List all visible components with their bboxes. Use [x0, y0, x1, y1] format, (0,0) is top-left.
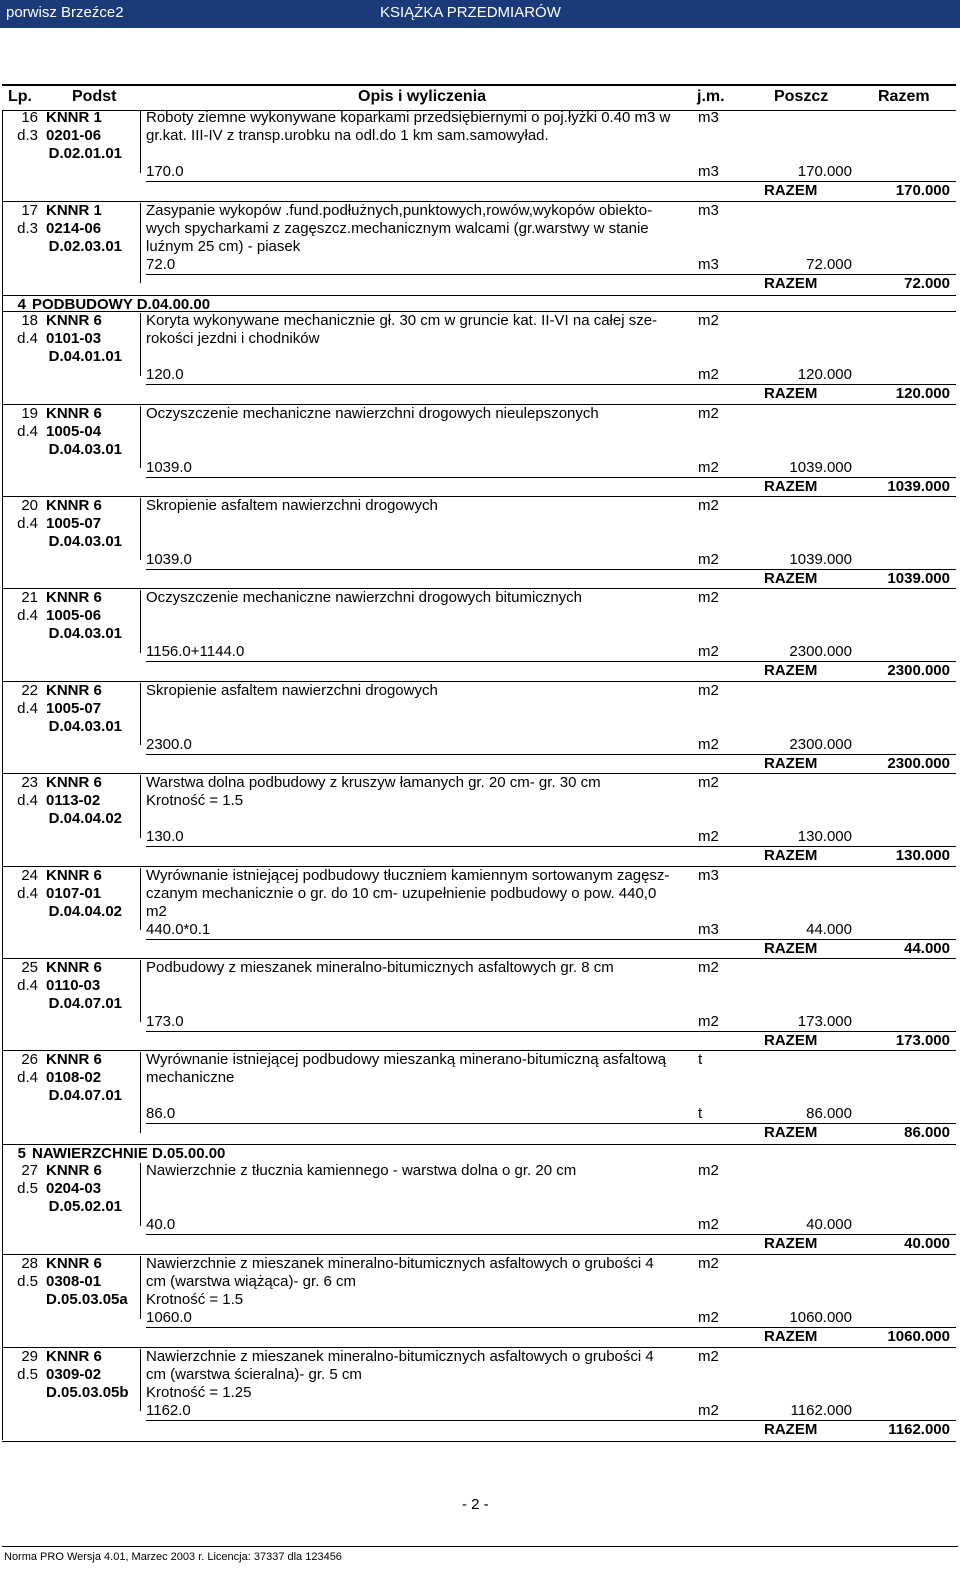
item-calc-unit: m3 — [698, 921, 719, 938]
item-catalog: KNNR 6 — [46, 1162, 102, 1179]
item-calc-unit: m2 — [698, 1402, 719, 1419]
item-calculation: 1162.0 — [146, 1402, 191, 1419]
item-calc-unit: m2 — [698, 1216, 719, 1233]
item-number: 25 — [21, 959, 38, 976]
item-razem: 72.000 — [904, 275, 950, 292]
item-catalog: KNNR 6 — [46, 682, 102, 699]
item-number: 22 — [21, 682, 38, 699]
calc-underline — [146, 477, 956, 478]
razem-label: RAZEM — [764, 847, 818, 864]
item-description: luźnym 25 cm) - piasek — [146, 238, 301, 255]
item-spec: D.05.02.01 — [48, 1198, 122, 1215]
item-code: 0201-06 — [46, 127, 102, 144]
title-bar — [0, 0, 960, 28]
item-unit: m2 — [698, 589, 719, 606]
item-code: 0108-02 — [46, 1069, 102, 1086]
item-description: mechaniczne — [146, 1069, 235, 1086]
item-razem: 1162.000 — [888, 1421, 950, 1438]
item-calculation: 86.0 — [146, 1105, 176, 1122]
item-calculation: 173.0 — [146, 1013, 184, 1030]
item-spec: D.04.03.01 — [48, 625, 122, 642]
item-spec: D.04.03.01 — [48, 441, 122, 458]
item-calculation: 1039.0 — [146, 459, 192, 476]
item-description: rokości jezdni i chodników — [146, 330, 320, 347]
item-unit: m2 — [698, 1348, 719, 1365]
item-spec: D.04.07.01 — [48, 1087, 122, 1104]
item-poszcz: 173.000 — [797, 1013, 852, 1030]
item-calculation: 2300.0 — [146, 736, 192, 753]
item-poszcz: 44.000 — [806, 921, 852, 938]
item-department: d.4 — [17, 515, 38, 532]
item-spec: D.02.01.01 — [48, 145, 122, 162]
calc-underline — [146, 1123, 956, 1124]
calc-underline — [146, 939, 956, 940]
calc-underline — [146, 754, 956, 755]
item-unit: m2 — [698, 405, 719, 422]
calc-underline — [146, 1327, 956, 1328]
header-opis: Opis i wyliczenia — [358, 88, 487, 105]
section-title: NAWIERZCHNIE D.05.00.00 — [32, 1145, 226, 1162]
calc-underline — [146, 661, 956, 662]
item-poszcz: 120.000 — [797, 366, 852, 383]
column-separator — [140, 868, 141, 930]
document-title: KSIĄŻKA PRZEDMIARÓW — [380, 4, 561, 21]
item-razem: 1039.000 — [887, 570, 950, 587]
item-calculation: 1039.0 — [146, 551, 192, 568]
item-catalog: KNNR 1 — [46, 109, 102, 126]
item-calc-unit: m2 — [698, 736, 719, 753]
razem-label: RAZEM — [764, 1032, 818, 1049]
column-separator — [140, 775, 141, 838]
item-department: d.4 — [17, 977, 38, 994]
item-department: d.4 — [17, 885, 38, 902]
item-description: Nawierzchnie z mieszanek mineralno-bitumicznych asfaltowych o grubości 4 — [146, 1255, 654, 1272]
item-number: 29 — [21, 1348, 38, 1365]
item-poszcz: 2300.000 — [789, 643, 852, 660]
item-spec: D.04.03.01 — [48, 533, 122, 550]
item-razem: 170.000 — [895, 182, 950, 199]
item-unit: m2 — [698, 497, 719, 514]
footer-text: Norma PRO Wersja 4.01, Marzec 2003 r. Licencja: 37337 dla 123456 — [4, 1551, 342, 1563]
item-description: m2 — [146, 903, 167, 920]
header-jm: j.m. — [697, 88, 725, 105]
footer-divider — [2, 1546, 958, 1547]
item-razem: 44.000 — [904, 940, 950, 957]
calc-underline — [146, 274, 956, 275]
item-razem: 2300.000 — [887, 755, 950, 772]
header-razem: Razem — [878, 88, 930, 105]
item-description: Wyrównanie istniejącej podbudowy mieszanką minerano-bitumiczną asfaltową — [146, 1051, 667, 1068]
item-catalog: KNNR 6 — [46, 312, 102, 329]
item-razem: 1039.000 — [887, 478, 950, 495]
column-separator — [140, 1256, 141, 1319]
razem-label: RAZEM — [764, 478, 818, 495]
item-catalog: KNNR 6 — [46, 1051, 102, 1068]
item-spec: D.05.03.05a — [46, 1291, 128, 1308]
item-number: 17 — [21, 202, 38, 219]
item-description: Krotność = 1.5 — [146, 792, 244, 809]
item-code: 0107-01 — [46, 885, 102, 902]
item-catalog: KNNR 6 — [46, 1255, 102, 1272]
item-razem: 173.000 — [895, 1032, 950, 1049]
item-code: 1005-07 — [46, 515, 102, 532]
item-code: 1005-04 — [46, 423, 102, 440]
item-calculation: 40.0 — [146, 1216, 176, 1233]
item-description: Koryta wykonywane mechanicznie gł. 30 cm w gruncie kat. II-VI na całej sze- — [146, 312, 658, 329]
item-calc-unit: m2 — [698, 459, 719, 476]
item-code: 0110-03 — [46, 977, 101, 994]
item-razem: 1060.000 — [887, 1328, 950, 1345]
page-number: - 2 - — [462, 1496, 489, 1513]
item-unit: t — [698, 1051, 703, 1068]
item-catalog: KNNR 6 — [46, 774, 102, 791]
item-catalog: KNNR 6 — [46, 867, 102, 884]
item-description: Oczyszczenie mechaniczne nawierzchni drogowych bitumicznych — [146, 589, 583, 606]
item-description: Wyrównanie istniejącej podbudowy tłuczniem kamiennym sortowanym zagęsz- — [146, 867, 670, 884]
item-description: cm (warstwa ścieralna)- gr. 5 cm — [146, 1366, 362, 1383]
item-razem: 130.000 — [895, 847, 950, 864]
razem-label: RAZEM — [764, 940, 818, 957]
item-calculation: 72.0 — [146, 256, 176, 273]
item-code: 0113-02 — [46, 792, 101, 809]
item-description: Skropienie asfaltem nawierzchni drogowych — [146, 682, 438, 699]
calc-underline — [146, 569, 956, 570]
item-department: d.3 — [17, 127, 38, 144]
header-podst: Podst — [72, 88, 117, 105]
item-calc-unit: m2 — [698, 1013, 719, 1030]
item-description: Krotność = 1.5 — [146, 1291, 244, 1308]
item-unit: m2 — [698, 1255, 719, 1272]
column-separator — [140, 1349, 141, 1411]
item-unit: m2 — [698, 1162, 719, 1179]
item-number: 23 — [21, 774, 38, 791]
item-spec: D.04.07.01 — [48, 995, 122, 1012]
item-calculation: 130.0 — [146, 828, 184, 845]
item-number: 20 — [21, 497, 38, 514]
razem-label: RAZEM — [764, 1421, 818, 1438]
item-department: d.4 — [17, 423, 38, 440]
calc-underline — [146, 181, 956, 182]
item-calc-unit: m3 — [698, 163, 719, 180]
column-separator — [140, 406, 141, 468]
item-description: czanym mechanicznie o gr. do 10 cm- uzupełnienie podbudowy o pow. 440,0 — [146, 885, 657, 902]
item-department: d.4 — [17, 330, 38, 347]
item-poszcz: 72.000 — [806, 256, 852, 273]
item-poszcz: 1162.000 — [790, 1402, 852, 1419]
item-number: 19 — [21, 405, 38, 422]
item-description: Krotność = 1.25 — [146, 1384, 252, 1401]
item-department: d.5 — [17, 1366, 38, 1383]
razem-label: RAZEM — [764, 570, 818, 587]
item-calc-unit: m2 — [698, 551, 719, 568]
item-department: d.4 — [17, 792, 38, 809]
item-calc-unit: m2 — [698, 1309, 719, 1326]
item-description: wych spycharkami z zagęszcz.mechanicznym walcami (gr.warstwy w stanie — [146, 220, 649, 237]
item-number: 16 — [21, 109, 38, 126]
item-calc-unit: m2 — [698, 643, 719, 660]
item-poszcz: 86.000 — [806, 1105, 852, 1122]
section-number: 5 — [17, 1145, 26, 1162]
item-calculation: 170.0 — [146, 163, 184, 180]
item-department: d.4 — [17, 607, 38, 624]
razem-label: RAZEM — [764, 662, 818, 679]
item-poszcz: 1039.000 — [789, 551, 852, 568]
item-description: Skropienie asfaltem nawierzchni drogowych — [146, 497, 438, 514]
item-calculation: 1156.0+1144.0 — [146, 643, 245, 660]
razem-label: RAZEM — [764, 1328, 818, 1345]
item-poszcz: 2300.000 — [789, 736, 852, 753]
item-code: 1005-06 — [46, 607, 102, 624]
table-header — [2, 84, 956, 111]
project-name: porwisz Brzeźce2 — [6, 4, 124, 21]
item-poszcz: 40.000 — [806, 1216, 852, 1233]
item-poszcz: 1060.000 — [789, 1309, 852, 1326]
item-calculation: 1060.0 — [146, 1309, 192, 1326]
item-catalog: KNNR 1 — [46, 202, 102, 219]
item-code: 1005-07 — [46, 700, 102, 717]
item-number: 24 — [21, 867, 38, 884]
item-department: d.4 — [17, 700, 38, 717]
item-department: d.5 — [17, 1180, 38, 1197]
column-separator — [140, 590, 141, 653]
calc-underline — [146, 384, 956, 385]
item-unit: m3 — [698, 109, 719, 126]
item-description: Nawierzchnie z mieszanek mineralno-bitumicznych asfaltowych o grubości 4 — [146, 1348, 654, 1365]
item-code: 0308-01 — [46, 1273, 102, 1290]
column-separator — [140, 1052, 141, 1133]
column-separator — [140, 683, 141, 745]
item-catalog: KNNR 6 — [46, 405, 102, 422]
calc-underline — [146, 1234, 956, 1235]
razem-label: RAZEM — [764, 1235, 818, 1252]
column-separator — [140, 498, 141, 560]
column-separator — [140, 203, 141, 283]
item-number: 28 — [21, 1255, 38, 1272]
item-poszcz: 170.000 — [797, 163, 852, 180]
item-description: Nawierzchnie z tłucznia kamiennego - warstwa dolna o gr. 20 cm — [146, 1162, 577, 1179]
item-spec: D.05.03.05b — [46, 1384, 129, 1401]
item-description: cm (warstwa wiążąca)- gr. 6 cm — [146, 1273, 357, 1290]
item-unit: m3 — [698, 202, 719, 219]
header-poszcz: Poszcz — [774, 88, 829, 105]
item-description: Warstwa dolna podbudowy z kruszyw łamanych gr. 20 cm- gr. 30 cm — [146, 774, 601, 791]
section-number: 4 — [17, 296, 26, 313]
item-calc-unit: m3 — [698, 256, 719, 273]
item-calc-unit: m2 — [698, 366, 719, 383]
item-razem: 120.000 — [895, 385, 950, 402]
item-catalog: KNNR 6 — [46, 959, 102, 976]
column-separator — [140, 110, 141, 173]
item-number: 26 — [21, 1051, 38, 1068]
item-description: gr.kat. III-IV z transp.urobku na odl.do 1 km sam.samowyład. — [146, 127, 549, 144]
item-number: 18 — [21, 312, 38, 329]
item-code: 0309-02 — [46, 1366, 102, 1383]
item-code: 0204-03 — [46, 1180, 102, 1197]
item-unit: m2 — [698, 959, 719, 976]
item-spec: D.04.04.02 — [48, 810, 122, 827]
item-calc-unit: t — [698, 1105, 703, 1122]
item-code: 0214-06 — [46, 220, 102, 237]
item-unit: m2 — [698, 312, 719, 329]
calc-underline — [146, 1420, 956, 1421]
item-poszcz: 130.000 — [797, 828, 852, 845]
item-unit: m2 — [698, 682, 719, 699]
razem-label: RAZEM — [764, 275, 818, 292]
razem-label: RAZEM — [764, 1124, 818, 1141]
item-unit: m3 — [698, 867, 719, 884]
table-left-border — [2, 110, 3, 1440]
item-razem: 2300.000 — [887, 662, 950, 679]
item-description: Zasypanie wykopów .fund.podłużnych,punktowych,rowów,wykopów obiekto- — [146, 202, 653, 219]
section-title: PODBUDOWY D.04.00.00 — [32, 296, 211, 313]
item-calculation: 120.0 — [146, 366, 184, 383]
item-spec: D.02.03.01 — [48, 238, 122, 255]
item-description: Podbudowy z mieszanek mineralno-bitumicznych asfaltowych gr. 8 cm — [146, 959, 614, 976]
item-code: 0101-03 — [46, 330, 102, 347]
item-department: d.4 — [17, 1069, 38, 1086]
item-calc-unit: m2 — [698, 828, 719, 845]
column-separator — [140, 313, 141, 376]
item-number: 21 — [21, 589, 38, 606]
calc-underline — [146, 1031, 956, 1032]
item-spec: D.04.03.01 — [48, 718, 122, 735]
item-spec: D.04.04.02 — [48, 903, 122, 920]
razem-label: RAZEM — [764, 385, 818, 402]
item-calculation: 440.0*0.1 — [146, 921, 211, 938]
item-description: Roboty ziemne wykonywane koparkami przedsiębiernymi o poj.łyżki 0.40 m3 w — [146, 109, 671, 126]
item-department: d.5 — [17, 1273, 38, 1290]
column-separator — [140, 1163, 141, 1226]
header-lp: Lp. — [8, 88, 32, 105]
item-catalog: KNNR 6 — [46, 497, 102, 514]
item-razem: 86.000 — [904, 1124, 950, 1141]
razem-label: RAZEM — [764, 182, 818, 199]
calc-underline — [146, 846, 956, 847]
item-catalog: KNNR 6 — [46, 1348, 102, 1365]
column-separator — [140, 960, 141, 1022]
razem-label: RAZEM — [764, 755, 818, 772]
item-description: Oczyszczenie mechaniczne nawierzchni drogowych nieulepszonych — [146, 405, 599, 422]
item-catalog: KNNR 6 — [46, 589, 102, 606]
item-poszcz: 1039.000 — [789, 459, 852, 476]
item-department: d.3 — [17, 220, 38, 237]
table-bottom-border — [2, 1441, 956, 1442]
item-number: 27 — [21, 1162, 38, 1179]
item-razem: 40.000 — [904, 1235, 950, 1252]
item-spec: D.04.01.01 — [48, 348, 122, 365]
item-unit: m2 — [698, 774, 719, 791]
